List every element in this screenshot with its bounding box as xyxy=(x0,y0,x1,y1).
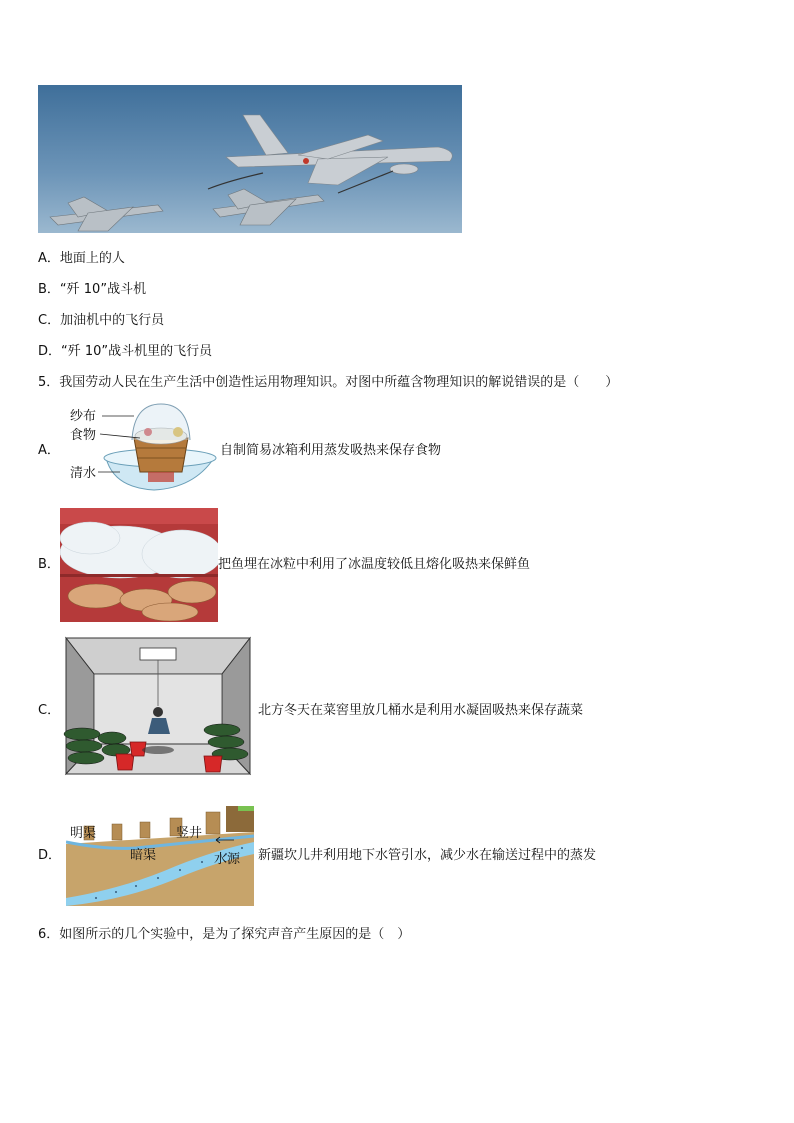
label-open-channel: 明渠 xyxy=(70,826,97,841)
q5-option-d-letter: D． xyxy=(38,848,62,863)
q5-stem: 5．我国劳动人民在生产生活中创造性运用物理知识。对图中所蕴含物理知识的解说错误的是（ ） xyxy=(38,375,619,390)
karez-well-figure xyxy=(66,806,254,906)
vegetable-cellar-figure xyxy=(62,634,254,780)
label-water-source: 水源 xyxy=(214,852,241,867)
q4-option-a: A．地面上的人 xyxy=(38,251,125,266)
label-gauze: 纱布 xyxy=(70,409,97,424)
fish-in-ice-photo xyxy=(60,508,218,622)
q5-option-c-letter: C． xyxy=(38,703,61,718)
label-vertical-shaft: 竖井 xyxy=(176,826,203,841)
label-food: 食物 xyxy=(70,428,97,443)
aerial-refueling-photo xyxy=(38,85,462,233)
label-underground-channel: 暗渠 xyxy=(130,848,157,863)
q5-option-b-text: 把鱼埋在冰粒中利用了冰温度较低且熔化吸热来保鲜鱼 xyxy=(218,557,531,572)
q4-option-d: D．“歼 10”战斗机里的飞行员 xyxy=(38,344,213,359)
q4-option-c: C．加油机中的飞行员 xyxy=(38,313,165,328)
q5-option-a-text: 自制简易冰箱利用蒸发吸热来保存食物 xyxy=(220,443,442,458)
label-water: 清水 xyxy=(70,466,97,481)
q6-stem: 6．如图所示的几个实验中，是为了探究声音产生原因的是（ ） xyxy=(38,927,411,942)
q4-option-b: B．“歼 10”战斗机 xyxy=(38,282,147,297)
q5-option-d-text: 新疆坎儿井利用地下水管引水，减少水在输送过程中的蒸发 xyxy=(258,848,597,863)
simple-fridge-figure xyxy=(64,400,224,500)
q5-option-b-letter: B． xyxy=(38,557,60,572)
q5-option-c-text: 北方冬天在菜窖里放几桶水是利用水凝固吸热来保存蔬菜 xyxy=(258,703,584,718)
q5-option-a-letter: A． xyxy=(38,443,60,458)
